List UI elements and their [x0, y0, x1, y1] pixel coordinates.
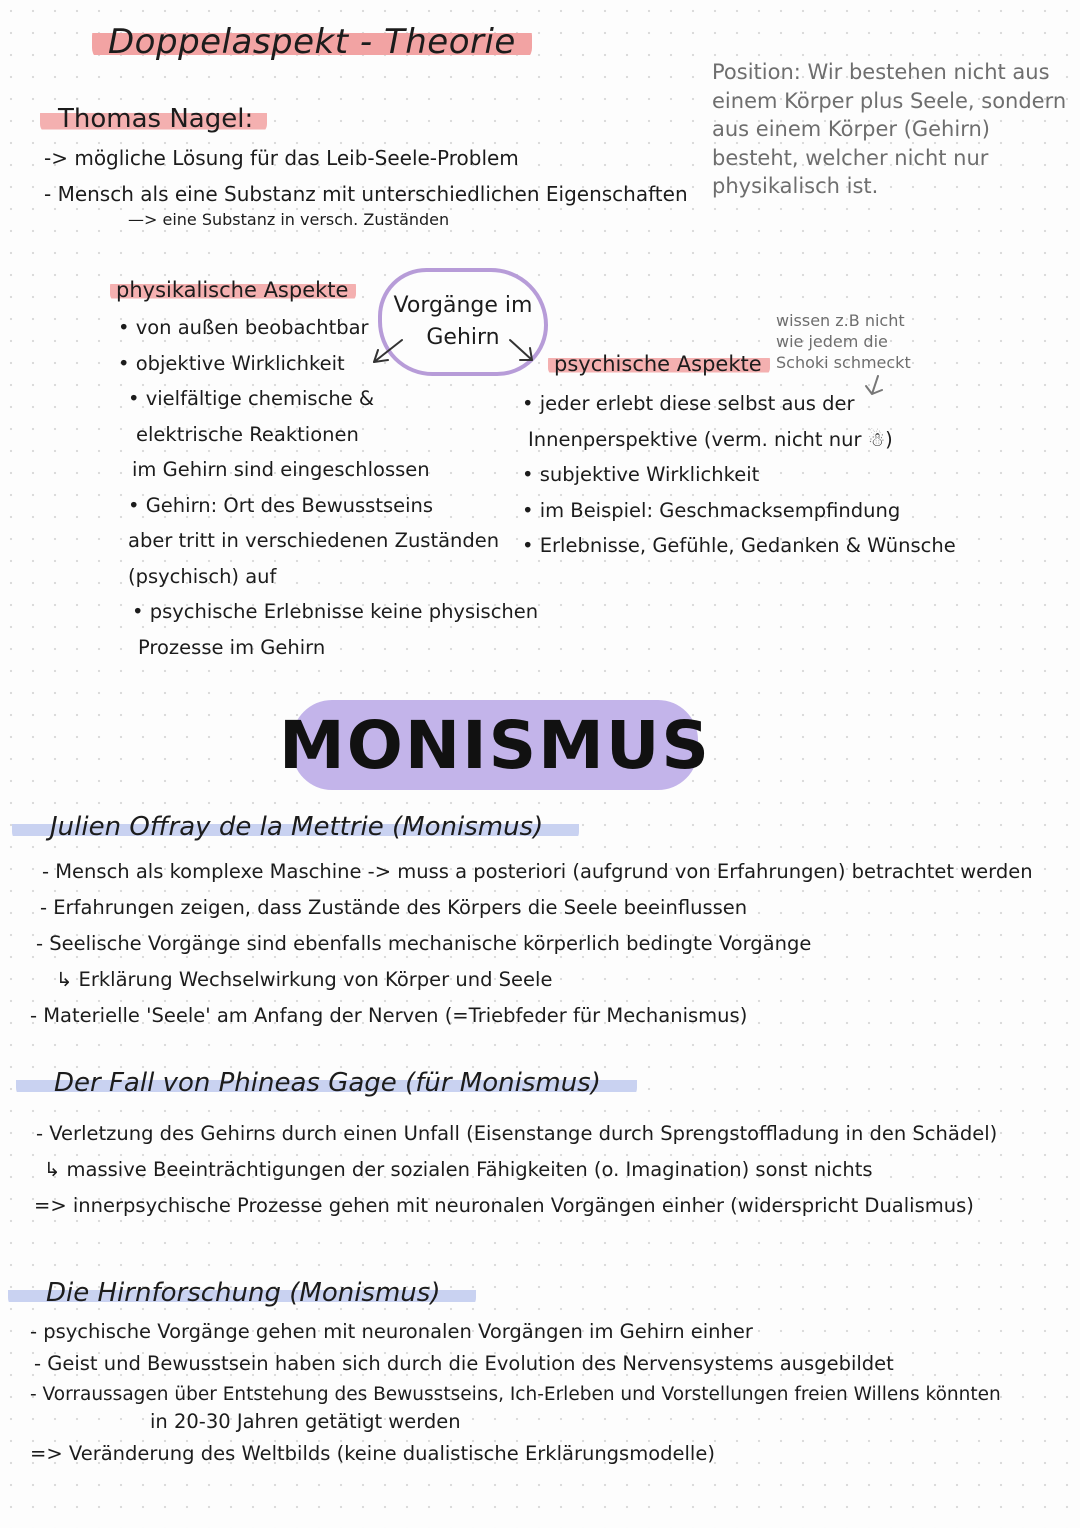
- gage-heading: Der Fall von Phineas Gage (für Monismus): [16, 1068, 637, 1098]
- gage-line: => innerpsychische Prozesse gehen mit neuronalen Vorgängen einher (widerspricht Dualismus): [34, 1194, 974, 1217]
- physical-line: • psychische Erlebnisse keine physischen: [132, 600, 539, 623]
- cloud-line-1: Vorgänge im: [393, 293, 533, 318]
- lamettrie-line: - Erfahrungen zeigen, dass Zustände des Körpers die Seele beeinflussen: [40, 896, 748, 919]
- page-title: Doppelaspekt - Theorie: [92, 22, 532, 62]
- side-note-line: wissen z.B nicht: [776, 311, 905, 330]
- hirnforschung-line: - psychische Vorgänge gehen mit neuronalen Vorgängen im Gehirn einher: [30, 1320, 753, 1343]
- lamettrie-line: ↳ Erklärung Wechselwirkung von Körper und Seele: [56, 968, 553, 991]
- arrow-right-icon: [510, 340, 532, 360]
- physical-line: • Gehirn: Ort des Bewusstseins: [128, 493, 434, 517]
- hirnforschung-line: - Vorraussagen über Entstehung des Bewusstseins, Ich-Erleben und Vorstellungen freien Willens könnten: [30, 1384, 1001, 1405]
- gage-line: - Verletzung des Gehirns durch einen Unfall (Eisenstange durch Sprengstoffladung in den Schädel): [36, 1122, 998, 1145]
- diagram-arrows: [0, 0, 1080, 420]
- hirnforschung-line: => Veränderung des Weltbilds (keine dualistische Erklärungsmodelle): [30, 1442, 715, 1465]
- physical-line: aber tritt in verschiedenen Zuständen: [128, 529, 500, 552]
- physical-line: elektrische Reaktionen: [136, 422, 359, 446]
- lamettrie-heading: Julien Offray de la Mettrie (Monismus): [12, 812, 579, 842]
- psychic-aspects-heading: psychische Aspekte: [548, 352, 770, 376]
- side-note-line: Schoki schmeckt: [776, 353, 911, 372]
- physical-line: Prozesse im Gehirn: [138, 635, 326, 659]
- nagel-line-1: -> mögliche Lösung für das Leib-Seele-Problem: [44, 146, 519, 170]
- physical-line: • objektive Wirklichkeit: [118, 351, 345, 375]
- psychic-line: • Erlebnisse, Gefühle, Gedanken & Wünsche: [522, 534, 956, 557]
- position-note: Position: Wir bestehen nicht aus einem Körper plus Seele, sondern aus einem Körper (Gehirn) besteht, welcher nicht nur physikalisch ist.: [712, 60, 1067, 198]
- hirnforschung-line: - Geist und Bewusstsein haben sich durch die Evolution des Nervensystems ausgebildet: [34, 1352, 894, 1375]
- hirnforschung-line: in 20-30 Jahren getätigt werden: [150, 1410, 461, 1433]
- hirnforschung-heading: Die Hirnforschung (Monismus): [8, 1278, 476, 1308]
- nagel-line-2: - Mensch als eine Substanz mit unterschiedlichen Eigenschaften: [44, 182, 688, 206]
- side-note-line: wie jedem die: [776, 332, 888, 351]
- psychic-line: • im Beispiel: Geschmacksempfindung: [522, 498, 901, 522]
- lamettrie-line: - Materielle 'Seele' am Anfang der Nerven (=Triebfeder für Mechanismus): [30, 1004, 748, 1027]
- nagel-heading: Thomas Nagel:: [40, 104, 267, 134]
- psychic-line: • jeder erlebt diese selbst aus der: [522, 392, 855, 415]
- lamettrie-line: - Mensch als komplexe Maschine -> muss a posteriori (aufgrund von Erfahrungen) betrachtet werden: [42, 860, 1033, 883]
- psychic-line: Innenperspektive (verm. nicht nur ☃): [528, 427, 893, 451]
- psychic-side-note: [776, 310, 911, 373]
- psychic-aspects-list: [522, 386, 956, 564]
- gage-line: ↳ massive Beeinträchtigungen der sozialen Fähigkeiten (o. Imagination) sonst nichts: [44, 1158, 873, 1181]
- psychic-line: • subjektive Wirklichkeit: [522, 463, 760, 486]
- physical-line: • vielfältige chemische &: [128, 387, 375, 410]
- lamettrie-line: - Seelische Vorgänge sind ebenfalls mechanische körperlich bedingte Vorgänge: [36, 932, 812, 955]
- monismus-banner: [279, 700, 711, 790]
- physical-aspects-heading: physikalische Aspekte: [110, 278, 356, 302]
- nagel-subline: —> eine Substanz in versch. Zuständen: [128, 210, 450, 229]
- physical-line: (psychisch) auf: [128, 564, 277, 588]
- cloud-line-2: Gehirn: [426, 325, 500, 350]
- physical-line: im Gehirn sind eingeschlossen: [132, 458, 430, 481]
- monismus-title: MONISMUS: [279, 706, 711, 784]
- physical-line: • von außen beobachtbar: [118, 316, 369, 339]
